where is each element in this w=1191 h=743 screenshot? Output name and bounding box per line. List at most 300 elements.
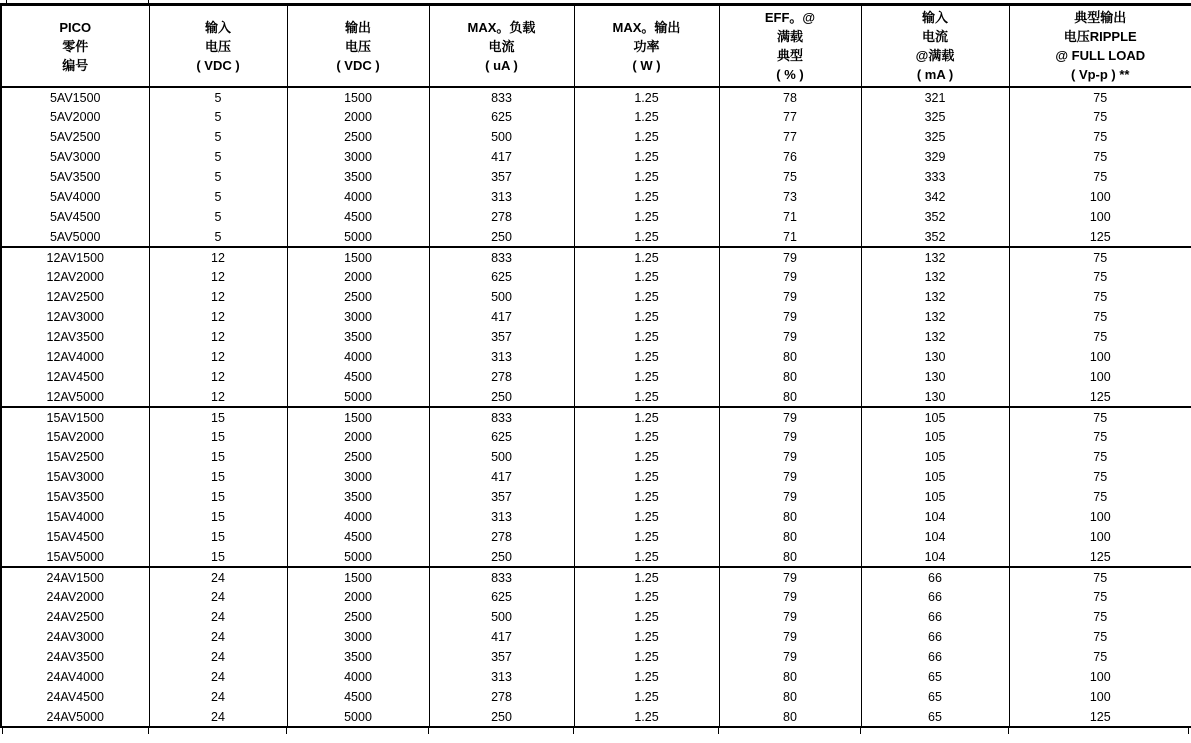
table-cell: 71 (719, 227, 861, 247)
table-row (1, 267, 1191, 287)
column-header-output-ripple (1009, 5, 1191, 88)
header-line: 功率 (633, 38, 660, 54)
table-cell: 66 (861, 567, 1009, 587)
grid-line-stub (148, 728, 149, 734)
table-cell: 352 (861, 207, 1009, 227)
table-cell: 15AV4000 (1, 507, 149, 527)
grid-line-stub (286, 728, 287, 734)
table-cell: 77 (719, 127, 861, 147)
table-cell: 100 (1009, 667, 1191, 687)
header-line: 电压RIPPLE (1063, 29, 1137, 44)
table-cell: 1.25 (574, 667, 719, 687)
table-cell: 3000 (287, 147, 429, 167)
table-cell: 15 (149, 527, 287, 547)
table-cell: 357 (429, 327, 574, 347)
table-cell: 105 (861, 427, 1009, 447)
table-cell: 65 (861, 687, 1009, 707)
table-cell: 75 (1009, 127, 1191, 147)
table-cell: 833 (429, 87, 574, 107)
table-cell: 15 (149, 467, 287, 487)
table-cell: 24 (149, 647, 287, 667)
table-row (1, 247, 1191, 267)
table-row (1, 607, 1191, 627)
table-cell: 2000 (287, 267, 429, 287)
table-cell: 625 (429, 267, 574, 287)
table-cell: 3500 (287, 647, 429, 667)
header-line: EFF。@ (764, 10, 816, 25)
table-cell: 79 (719, 647, 861, 667)
table-row (1, 527, 1191, 547)
grid-line-stub (1188, 728, 1189, 734)
table-cell: 4000 (287, 507, 429, 527)
table-cell: 417 (429, 147, 574, 167)
table-cell: 66 (861, 647, 1009, 667)
table-cell: 80 (719, 667, 861, 687)
table-row (1, 707, 1191, 727)
table-cell: 24 (149, 687, 287, 707)
table-cell: 80 (719, 347, 861, 367)
header-line: 零件 (62, 38, 89, 54)
column-header-output-voltage (287, 5, 429, 88)
table-row (1, 487, 1191, 507)
table-cell: 75 (1009, 627, 1191, 647)
column-header-part-number (1, 5, 149, 88)
table-cell: 12AV2000 (1, 267, 149, 287)
table-cell: 75 (1009, 247, 1191, 267)
header-line: 典型 (776, 48, 803, 63)
header-line: ( W ) (632, 57, 661, 73)
table-cell: 2500 (287, 447, 429, 467)
table-row (1, 407, 1191, 427)
header-line: 典型输出 (1074, 10, 1127, 25)
table-cell: 15AV3500 (1, 487, 149, 507)
table-cell: 100 (1009, 347, 1191, 367)
table-cell: 12 (149, 247, 287, 267)
table-cell: 15 (149, 427, 287, 447)
table-cell: 132 (861, 307, 1009, 327)
table-cell: 1500 (287, 407, 429, 427)
table-row (1, 627, 1191, 647)
table-cell: 12 (149, 267, 287, 287)
table-cell: 5 (149, 147, 287, 167)
table-cell: 250 (429, 547, 574, 567)
table-cell: 1.25 (574, 547, 719, 567)
table-row (1, 567, 1191, 587)
table-cell: 250 (429, 227, 574, 247)
table-cell: 12 (149, 287, 287, 307)
column-header-efficiency (719, 5, 861, 88)
table-cell: 3000 (287, 307, 429, 327)
table-cell: 313 (429, 667, 574, 687)
header-line: 电压 (204, 38, 231, 54)
table-cell: 1500 (287, 87, 429, 107)
table-cell: 1500 (287, 247, 429, 267)
table-cell: 24 (149, 587, 287, 607)
table-cell: 357 (429, 647, 574, 667)
table-cell: 15 (149, 507, 287, 527)
table-cell: 1.25 (574, 227, 719, 247)
top-crop-remnant (0, 0, 1191, 3)
table-cell: 130 (861, 367, 1009, 387)
table-cell: 80 (719, 527, 861, 547)
table-row (1, 667, 1191, 687)
table-cell: 79 (719, 627, 861, 647)
table-row (1, 447, 1191, 467)
table-cell: 75 (1009, 107, 1191, 127)
table-cell: 73 (719, 187, 861, 207)
table-row (1, 547, 1191, 567)
table-row (1, 167, 1191, 187)
table-cell: 1.25 (574, 307, 719, 327)
table-cell: 1.25 (574, 287, 719, 307)
table-cell: 24AV3500 (1, 647, 149, 667)
table-cell: 5 (149, 127, 287, 147)
table-cell: 15AV4500 (1, 527, 149, 547)
table-cell: 79 (719, 487, 861, 507)
table-cell: 104 (861, 547, 1009, 567)
table-cell: 66 (861, 587, 1009, 607)
grid-line-stub (6, 0, 7, 3)
header-line: @ FULL LOAD (1055, 48, 1146, 63)
table-cell: 1.25 (574, 607, 719, 627)
table-cell: 125 (1009, 387, 1191, 407)
column-header-input-voltage (149, 5, 287, 88)
table-cell: 625 (429, 427, 574, 447)
table-cell: 5 (149, 207, 287, 227)
table-cell: 1.25 (574, 447, 719, 467)
header-line: 输入 (921, 10, 948, 25)
header-line: ( uA ) (485, 57, 518, 73)
table-cell: 24AV2500 (1, 607, 149, 627)
table-row (1, 647, 1191, 667)
table-cell: 1.25 (574, 167, 719, 187)
table-cell: 100 (1009, 187, 1191, 207)
grid-line-stub (1008, 728, 1009, 734)
table-row (1, 147, 1191, 167)
table-cell: 15AV2000 (1, 427, 149, 447)
table-row (1, 107, 1191, 127)
grid-line-stub (718, 728, 719, 734)
table-cell: 100 (1009, 687, 1191, 707)
group-24av (1, 567, 1191, 727)
table-cell: 1.25 (574, 627, 719, 647)
table-cell: 80 (719, 687, 861, 707)
header-line: MAX。输出 (612, 19, 681, 35)
table-cell: 4500 (287, 527, 429, 547)
header-line: 电流 (488, 38, 515, 54)
table-cell: 15 (149, 447, 287, 467)
table-row (1, 367, 1191, 387)
table-cell: 2000 (287, 587, 429, 607)
table-cell: 12AV4000 (1, 347, 149, 367)
table-row (1, 327, 1191, 347)
table-cell: 79 (719, 327, 861, 347)
table-cell: 79 (719, 447, 861, 467)
table-cell: 125 (1009, 547, 1191, 567)
table-cell: 75 (1009, 327, 1191, 347)
table-row (1, 227, 1191, 247)
table-cell: 75 (1009, 487, 1191, 507)
table-cell: 1.25 (574, 427, 719, 447)
table-cell: 79 (719, 247, 861, 267)
table-cell: 24AV4500 (1, 687, 149, 707)
table-cell: 500 (429, 607, 574, 627)
table-cell: 500 (429, 287, 574, 307)
table-cell: 3000 (287, 467, 429, 487)
table-row (1, 207, 1191, 227)
table-cell: 24 (149, 567, 287, 587)
table-cell: 833 (429, 407, 574, 427)
table-cell: 100 (1009, 507, 1191, 527)
table-cell: 417 (429, 467, 574, 487)
table-cell: 15 (149, 487, 287, 507)
table-cell: 313 (429, 187, 574, 207)
table-cell: 24AV1500 (1, 567, 149, 587)
grid-line-stub (860, 728, 861, 734)
table-row (1, 127, 1191, 147)
table-cell: 325 (861, 127, 1009, 147)
table-cell: 12 (149, 307, 287, 327)
table-cell: 12AV3500 (1, 327, 149, 347)
table-cell: 104 (861, 507, 1009, 527)
spec-table (0, 3, 1191, 728)
header-row (1, 5, 1191, 88)
table-header (1, 5, 1191, 88)
table-cell: 24AV2000 (1, 587, 149, 607)
table-cell: 1.25 (574, 567, 719, 587)
table-cell: 105 (861, 447, 1009, 467)
table-cell: 278 (429, 687, 574, 707)
table-cell: 625 (429, 587, 574, 607)
table-cell: 12AV2500 (1, 287, 149, 307)
table-cell: 66 (861, 627, 1009, 647)
table-cell: 4000 (287, 187, 429, 207)
column-header-max-output-power (574, 5, 719, 88)
table-cell: 105 (861, 407, 1009, 427)
table-cell: 24 (149, 707, 287, 727)
table-cell: 12AV3000 (1, 307, 149, 327)
table-cell: 1.25 (574, 527, 719, 547)
table-cell: 417 (429, 627, 574, 647)
table-cell: 329 (861, 147, 1009, 167)
table-cell: 5000 (287, 707, 429, 727)
table-cell: 79 (719, 427, 861, 447)
table-cell: 104 (861, 527, 1009, 547)
table-cell: 132 (861, 247, 1009, 267)
table-cell: 75 (1009, 567, 1191, 587)
table-row (1, 427, 1191, 447)
header-line: ( mA ) (916, 67, 954, 82)
table-cell: 130 (861, 387, 1009, 407)
header-line: PICO (59, 19, 92, 35)
table-cell: 79 (719, 467, 861, 487)
table-cell: 79 (719, 267, 861, 287)
table-cell: 24 (149, 667, 287, 687)
header-line: 输出 (344, 19, 371, 35)
table-cell: 24AV4000 (1, 667, 149, 687)
table-cell: 79 (719, 587, 861, 607)
table-cell: 75 (1009, 647, 1191, 667)
table-cell: 352 (861, 227, 1009, 247)
table-row (1, 467, 1191, 487)
table-cell: 417 (429, 307, 574, 327)
table-cell: 75 (1009, 407, 1191, 427)
table-cell: 5AV3500 (1, 167, 149, 187)
grid-line-stub (148, 0, 149, 3)
table-cell: 4000 (287, 347, 429, 367)
header-line: 输入 (204, 19, 231, 35)
table-cell: 79 (719, 287, 861, 307)
header-line: ( % ) (776, 67, 804, 82)
header-line: @满载 (915, 48, 955, 63)
table-cell: 4500 (287, 367, 429, 387)
table-row (1, 347, 1191, 367)
table-cell: 76 (719, 147, 861, 167)
grid-line-stub (428, 728, 429, 734)
table-cell: 79 (719, 567, 861, 587)
table-cell: 1500 (287, 567, 429, 587)
table-cell: 75 (1009, 607, 1191, 627)
table-cell: 3500 (287, 487, 429, 507)
table-cell: 321 (861, 87, 1009, 107)
table-cell: 1.25 (574, 367, 719, 387)
table-cell: 100 (1009, 207, 1191, 227)
table-cell: 12 (149, 387, 287, 407)
table-cell: 130 (861, 347, 1009, 367)
table-cell: 24 (149, 607, 287, 627)
table-cell: 5AV1500 (1, 87, 149, 107)
table-cell: 75 (1009, 467, 1191, 487)
table-cell: 500 (429, 127, 574, 147)
table-cell: 1.25 (574, 487, 719, 507)
table-cell: 342 (861, 187, 1009, 207)
table-cell: 5000 (287, 387, 429, 407)
table-cell: 132 (861, 327, 1009, 347)
table-cell: 1.25 (574, 507, 719, 527)
table-cell: 15 (149, 547, 287, 567)
table-cell: 79 (719, 607, 861, 627)
grid-line-stub (573, 728, 574, 734)
table-cell: 333 (861, 167, 1009, 187)
table-cell: 75 (1009, 427, 1191, 447)
group-15av (1, 407, 1191, 567)
table-cell: 1.25 (574, 247, 719, 267)
table-cell: 75 (1009, 287, 1191, 307)
table-cell: 5 (149, 87, 287, 107)
table-cell: 125 (1009, 227, 1191, 247)
header-line: 电流 (921, 29, 948, 44)
table-cell: 24AV3000 (1, 627, 149, 647)
table-cell: 12AV5000 (1, 387, 149, 407)
table-cell: 66 (861, 607, 1009, 627)
table-row (1, 307, 1191, 327)
column-header-max-load-current (429, 5, 574, 88)
table-cell: 65 (861, 707, 1009, 727)
table-cell: 1.25 (574, 587, 719, 607)
table-cell: 75 (1009, 447, 1191, 467)
table-cell: 75 (1009, 167, 1191, 187)
table-cell: 3500 (287, 167, 429, 187)
table-cell: 24AV5000 (1, 707, 149, 727)
table-cell: 3500 (287, 327, 429, 347)
table-cell: 5000 (287, 547, 429, 567)
table-cell: 1.25 (574, 267, 719, 287)
table-cell: 2500 (287, 287, 429, 307)
table-cell: 1.25 (574, 207, 719, 227)
table-cell: 1.25 (574, 127, 719, 147)
table-cell: 5 (149, 167, 287, 187)
header-line: 满载 (776, 29, 803, 44)
table-cell: 5 (149, 187, 287, 207)
table-cell: 2500 (287, 607, 429, 627)
table-cell: 1.25 (574, 327, 719, 347)
table-cell: 12 (149, 347, 287, 367)
group-12av (1, 247, 1191, 407)
table-cell: 4000 (287, 667, 429, 687)
table-cell: 313 (429, 347, 574, 367)
table-cell: 833 (429, 247, 574, 267)
table-cell: 100 (1009, 527, 1191, 547)
table-cell: 15AV2500 (1, 447, 149, 467)
table-row (1, 287, 1191, 307)
table-row (1, 87, 1191, 107)
table-cell: 15AV5000 (1, 547, 149, 567)
table-cell: 65 (861, 667, 1009, 687)
table-cell: 1.25 (574, 647, 719, 667)
table-cell: 80 (719, 387, 861, 407)
table-cell: 132 (861, 287, 1009, 307)
table-cell: 75 (1009, 147, 1191, 167)
table-cell: 75 (1009, 587, 1191, 607)
table-cell: 132 (861, 267, 1009, 287)
table-cell: 833 (429, 567, 574, 587)
group-5av (1, 87, 1191, 247)
table-cell: 105 (861, 467, 1009, 487)
table-row (1, 187, 1191, 207)
table-cell: 1.25 (574, 707, 719, 727)
table-cell: 1.25 (574, 107, 719, 127)
table-row (1, 387, 1191, 407)
table-cell: 5 (149, 107, 287, 127)
table-cell: 1.25 (574, 687, 719, 707)
table-cell: 78 (719, 87, 861, 107)
table-row (1, 687, 1191, 707)
table-cell: 79 (719, 307, 861, 327)
header-line: ( VDC ) (336, 57, 380, 73)
table-cell: 2000 (287, 107, 429, 127)
table-cell: 1.25 (574, 407, 719, 427)
table-cell: 2500 (287, 127, 429, 147)
table-row (1, 507, 1191, 527)
table-cell: 79 (719, 407, 861, 427)
table-cell: 77 (719, 107, 861, 127)
table-cell: 250 (429, 387, 574, 407)
table-cell: 3000 (287, 627, 429, 647)
table-cell: 100 (1009, 367, 1191, 387)
bottom-crop-remnant (0, 728, 1191, 734)
grid-line-stub (2, 728, 3, 734)
table-row (1, 587, 1191, 607)
table-cell: 5AV4500 (1, 207, 149, 227)
table-cell: 12 (149, 327, 287, 347)
table-cell: 357 (429, 487, 574, 507)
table-cell: 75 (1009, 307, 1191, 327)
table-cell: 80 (719, 547, 861, 567)
table-cell: 105 (861, 487, 1009, 507)
table-cell: 313 (429, 507, 574, 527)
table-cell: 75 (719, 167, 861, 187)
table-cell: 5000 (287, 227, 429, 247)
